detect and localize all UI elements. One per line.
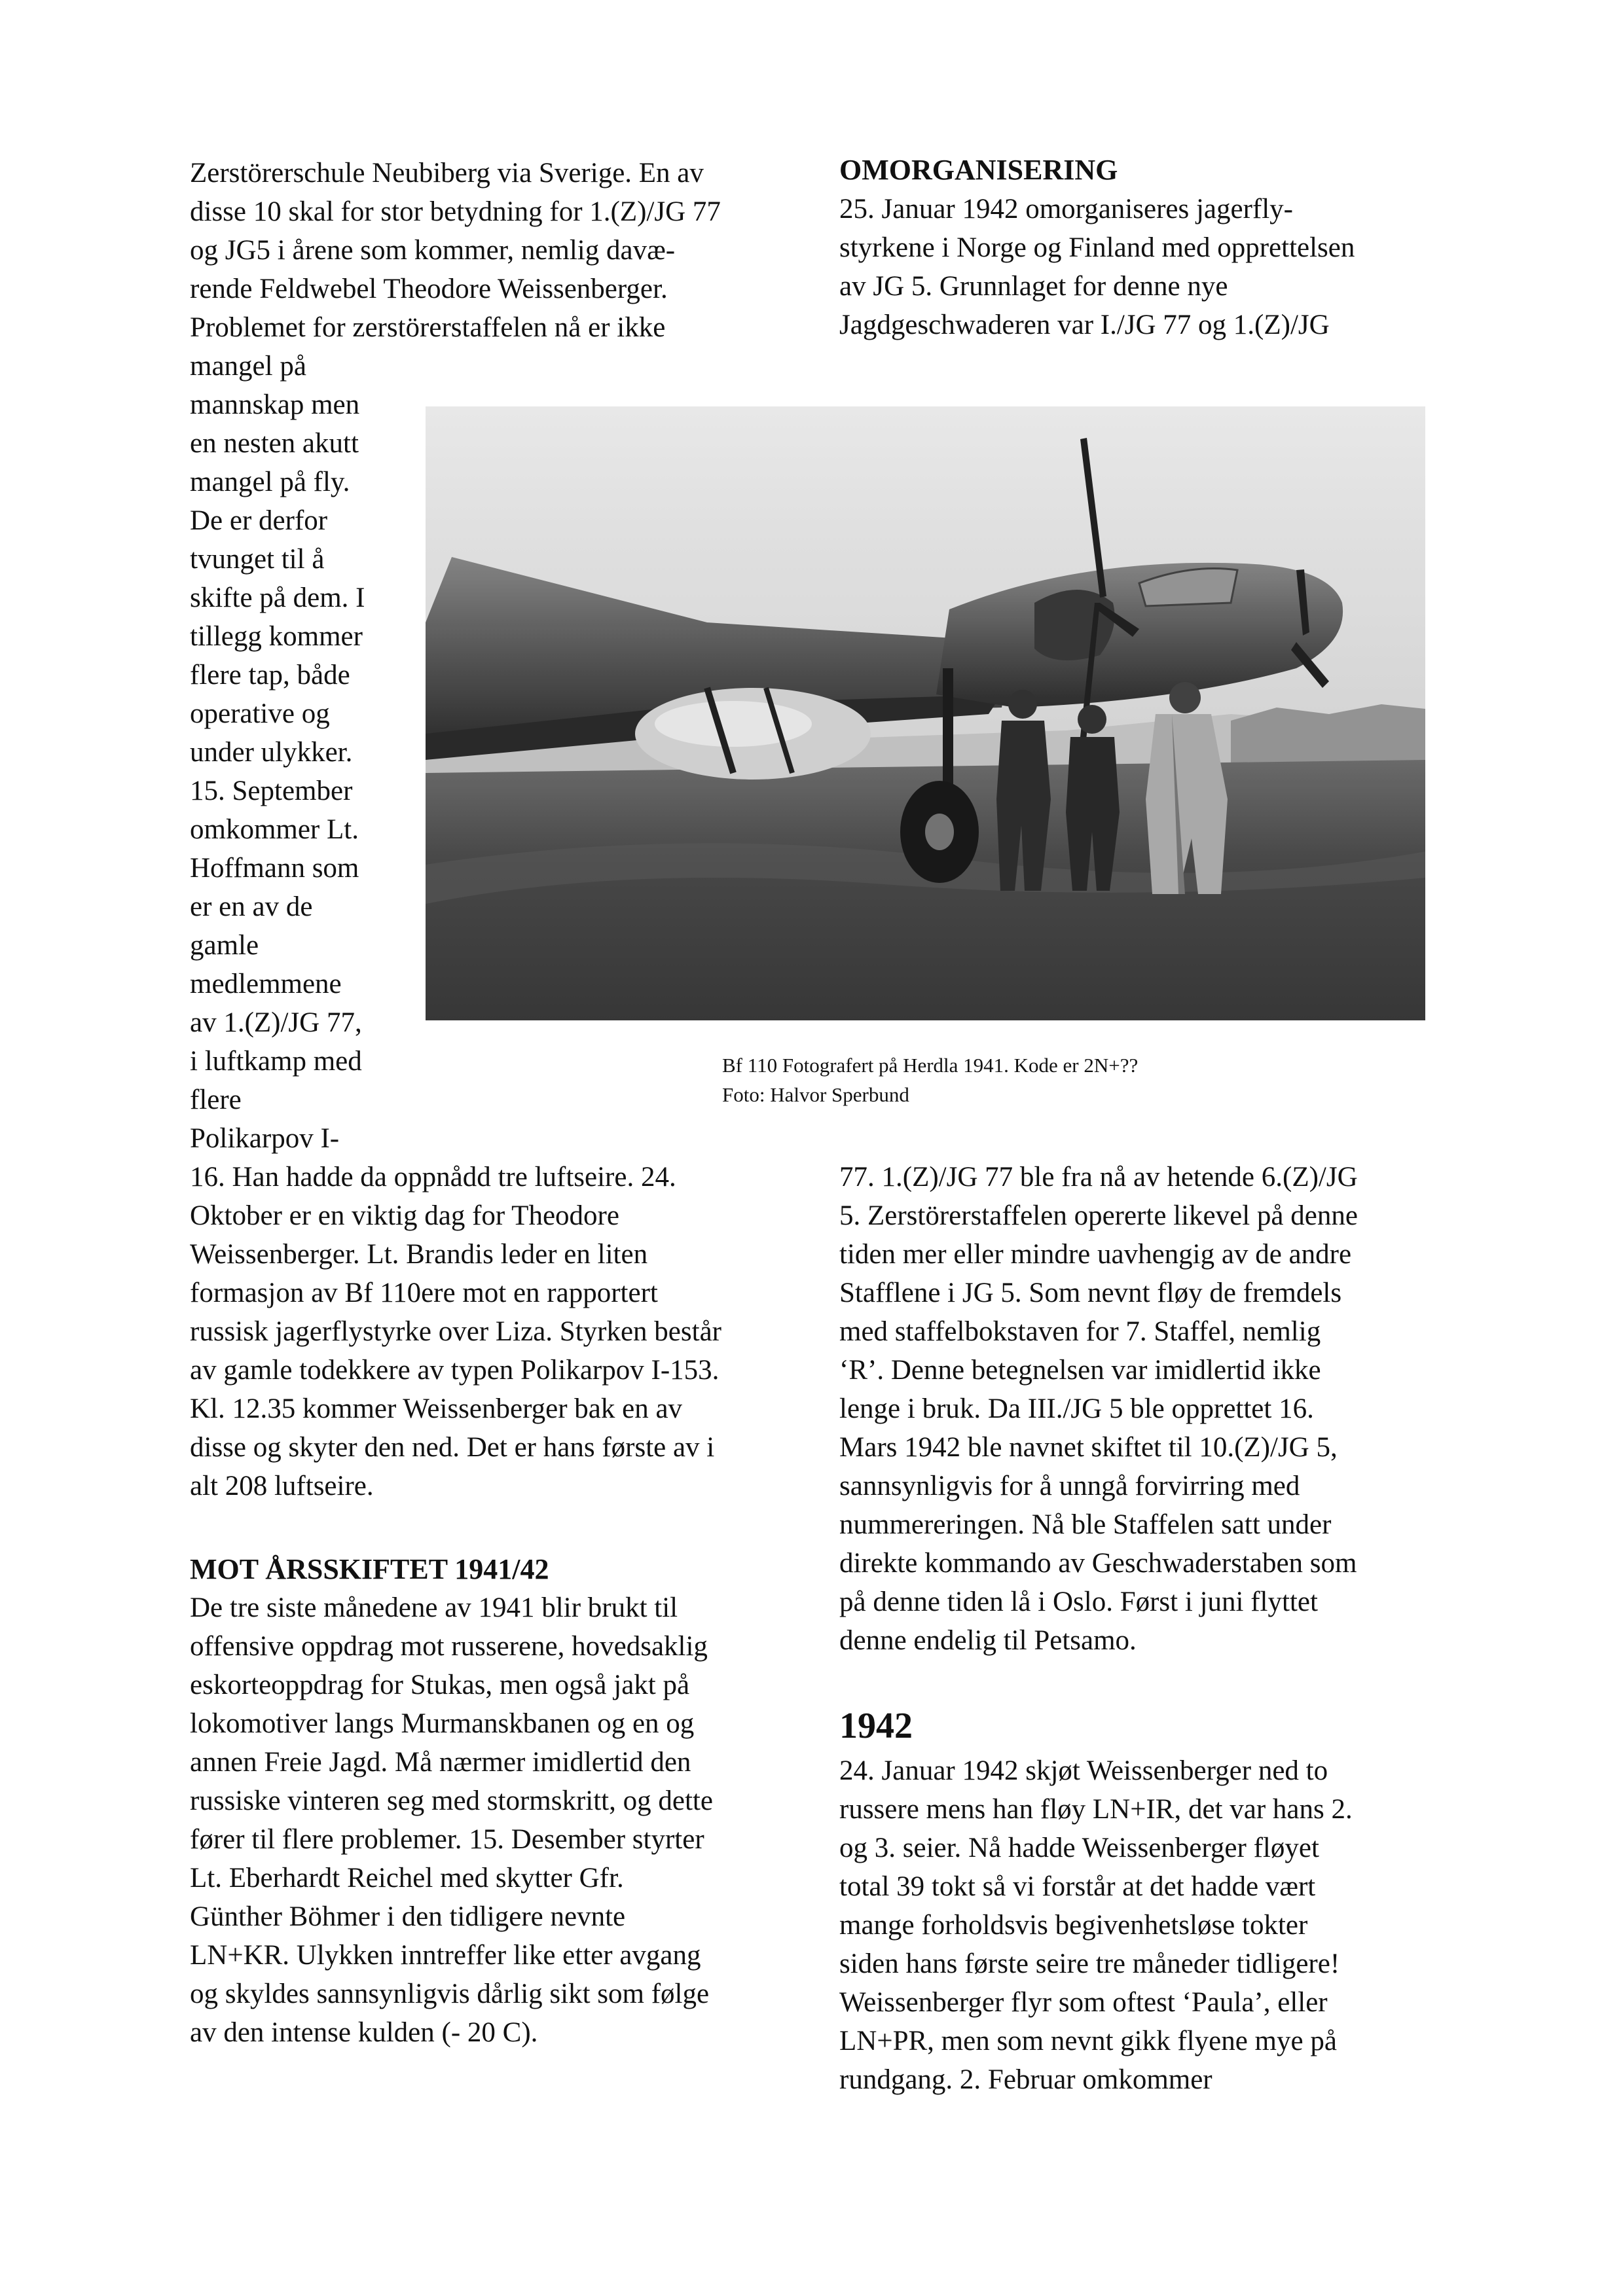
text-line: formasjon av Bf 110ere mot en rapportert bbox=[190, 1278, 658, 1308]
text-line: offensive oppdrag mot russerene, hovedsaklig bbox=[190, 1631, 708, 1662]
text-line: russiske vinteren seg med stormskritt, og dette bbox=[190, 1785, 713, 1816]
text-line: operative og bbox=[190, 698, 330, 729]
text-line: skifte på dem. I bbox=[190, 583, 365, 613]
text-line: på denne tiden lå i Oslo. Først i juni flyttet bbox=[839, 1587, 1318, 1617]
text-line: en nesten akutt bbox=[190, 428, 359, 459]
text-line: eskorteoppdrag for Stukas, men også jakt på bbox=[190, 1670, 690, 1700]
text-line: medlemmene bbox=[190, 969, 342, 999]
text-line: Zerstörerschule Neubiberg via Sverige. En av bbox=[190, 158, 704, 188]
text-line: av den intense kulden (- 20 C). bbox=[190, 2017, 538, 2048]
photo-credit: Foto: Halvor Sperbund bbox=[722, 1083, 909, 1106]
text-line: tillegg kommer bbox=[190, 621, 363, 652]
text-line: LN+PR, men som nevnt gikk flyene mye på bbox=[839, 2026, 1337, 2056]
text-line: De tre siste månedene av 1941 blir brukt til bbox=[190, 1592, 678, 1623]
photo-caption: Bf 110 Fotografert på Herdla 1941. Kode er 2N+?? bbox=[722, 1054, 1139, 1077]
text-line: nummereringen. Nå ble Staffelen satt under bbox=[839, 1509, 1332, 1540]
text-line: og JG5 i årene som kommer, nemlig davæ- bbox=[190, 235, 676, 266]
text-line: LN+KR. Ulykken inntreffer like etter avgang bbox=[190, 1940, 701, 1971]
text-line: i luftkamp med bbox=[190, 1046, 362, 1077]
text-line: tvunget til å bbox=[190, 544, 325, 575]
text-line: av JG 5. Grunnlaget for denne nye bbox=[839, 271, 1228, 302]
text-line: Stafflene i JG 5. Som nevnt fløy de fremdels bbox=[839, 1278, 1342, 1308]
text-line: mangel på bbox=[190, 351, 306, 382]
text-line: Lt. Eberhardt Reichel med skytter Gfr. bbox=[190, 1863, 624, 1893]
text-line: lokomotiver langs Murmanskbanen og en og bbox=[190, 1708, 695, 1739]
text-line: Günther Böhmer i den tidligere nevnte bbox=[190, 1901, 626, 1932]
text-line: og 3. seier. Nå hadde Weissenberger fløyet bbox=[839, 1833, 1319, 1863]
text-line: denne endelig til Petsamo. bbox=[839, 1625, 1137, 1656]
text-line: Hoffmann som bbox=[190, 853, 359, 884]
section-heading-1942: 1942 bbox=[839, 1706, 913, 1746]
text-line: sannsynligvis for å unngå forvirring med bbox=[839, 1471, 1300, 1501]
text-line: Weissenberger. Lt. Brandis leder en liten bbox=[190, 1239, 648, 1270]
text-line: De er derfor bbox=[190, 505, 328, 536]
text-line: Kl. 12.35 kommer Weissenberger bak en av bbox=[190, 1393, 683, 1424]
text-line: omkommer Lt. bbox=[190, 814, 359, 845]
text-line: rende Feldwebel Theodore Weissenberger. bbox=[190, 274, 668, 304]
text-line: rundgang. 2. Februar omkommer bbox=[839, 2064, 1213, 2095]
text-line: Weissenberger flyr som oftest ‘Paula’, eller bbox=[839, 1987, 1328, 2018]
aircraft-photo bbox=[426, 406, 1425, 1020]
section-heading-omorganisering: OMORGANISERING bbox=[839, 154, 1118, 186]
text-line: Oktober er en viktig dag for Theodore bbox=[190, 1200, 619, 1231]
text-line: 24. Januar 1942 skjøt Weissenberger ned to bbox=[839, 1755, 1328, 1786]
text-line: styrkene i Norge og Finland med opprettelsen bbox=[839, 232, 1355, 263]
text-line: gamle bbox=[190, 930, 259, 961]
text-line: med staffelbokstaven for 7. Staffel, nemlig bbox=[839, 1316, 1321, 1347]
text-line: flere tap, både bbox=[190, 660, 350, 691]
text-line: 25. Januar 1942 omorganiseres jagerfly- bbox=[839, 194, 1293, 224]
text-line: Jagdgeschwaderen var I./JG 77 og 1.(Z)/JG bbox=[839, 310, 1330, 340]
text-line: total 39 tokt så vi forstår at det hadde vært bbox=[839, 1871, 1316, 1902]
text-line: ‘R’. Denne betegnelsen var imidlertid ikke bbox=[839, 1355, 1321, 1386]
text-line: 16. Han hadde da oppnådd tre luftseire. 24. bbox=[190, 1162, 676, 1193]
text-line: annen Freie Jagd. Må nærmer imidlertid den bbox=[190, 1747, 691, 1778]
text-line: flere bbox=[190, 1085, 242, 1115]
text-line: direkte kommando av Geschwaderstaben som bbox=[839, 1548, 1357, 1579]
text-line: av gamle todekkere av typen Polikarpov I-153. bbox=[190, 1355, 720, 1386]
text-line: lenge i bruk. Da III./JG 5 ble opprettet 16. bbox=[839, 1393, 1314, 1424]
text-line: disse og skyter den ned. Det er hans første av i bbox=[190, 1432, 715, 1463]
text-line: mangel på fly. bbox=[190, 467, 350, 497]
section-heading-arsskiftet: MOT ÅRSSKIFTET 1941/42 bbox=[190, 1553, 549, 1585]
text-line: Polikarpov I- bbox=[190, 1123, 340, 1154]
text-line: russisk jagerflystyrke over Liza. Styrken består bbox=[190, 1316, 721, 1347]
text-line: Mars 1942 ble navnet skiftet til 10.(Z)/JG 5, bbox=[839, 1432, 1338, 1463]
text-line: 5. Zerstörerstaffelen opererte likevel på denne bbox=[839, 1200, 1358, 1231]
text-line: 77. 1.(Z)/JG 77 ble fra nå av hetende 6.(Z)/JG bbox=[839, 1162, 1358, 1193]
text-line: er en av de bbox=[190, 891, 313, 922]
text-line: under ulykker. bbox=[190, 737, 353, 768]
text-line: russere mens han fløy LN+IR, det var hans 2. bbox=[839, 1794, 1353, 1825]
text-line: tiden mer eller mindre uavhengig av de andre bbox=[839, 1239, 1352, 1270]
text-line: fører til flere problemer. 15. Desember styrter bbox=[190, 1824, 704, 1855]
text-line: mange forholdsvis begivenhetsløse tokter bbox=[839, 1910, 1308, 1941]
text-line: og skyldes sannsynligvis dårlig sikt som følge bbox=[190, 1979, 710, 2009]
text-line: 15. September bbox=[190, 776, 353, 806]
text-line: Problemet for zerstörerstaffelen nå er ikke bbox=[190, 312, 666, 343]
text-line: alt 208 luftseire. bbox=[190, 1471, 374, 1501]
text-line: av 1.(Z)/JG 77, bbox=[190, 1007, 362, 1038]
text-line: siden hans første seire tre måneder tidligere! bbox=[839, 1948, 1340, 1979]
text-line: mannskap men bbox=[190, 389, 360, 420]
text-line: disse 10 skal for stor betydning for 1.(Z)/JG 77 bbox=[190, 196, 721, 227]
